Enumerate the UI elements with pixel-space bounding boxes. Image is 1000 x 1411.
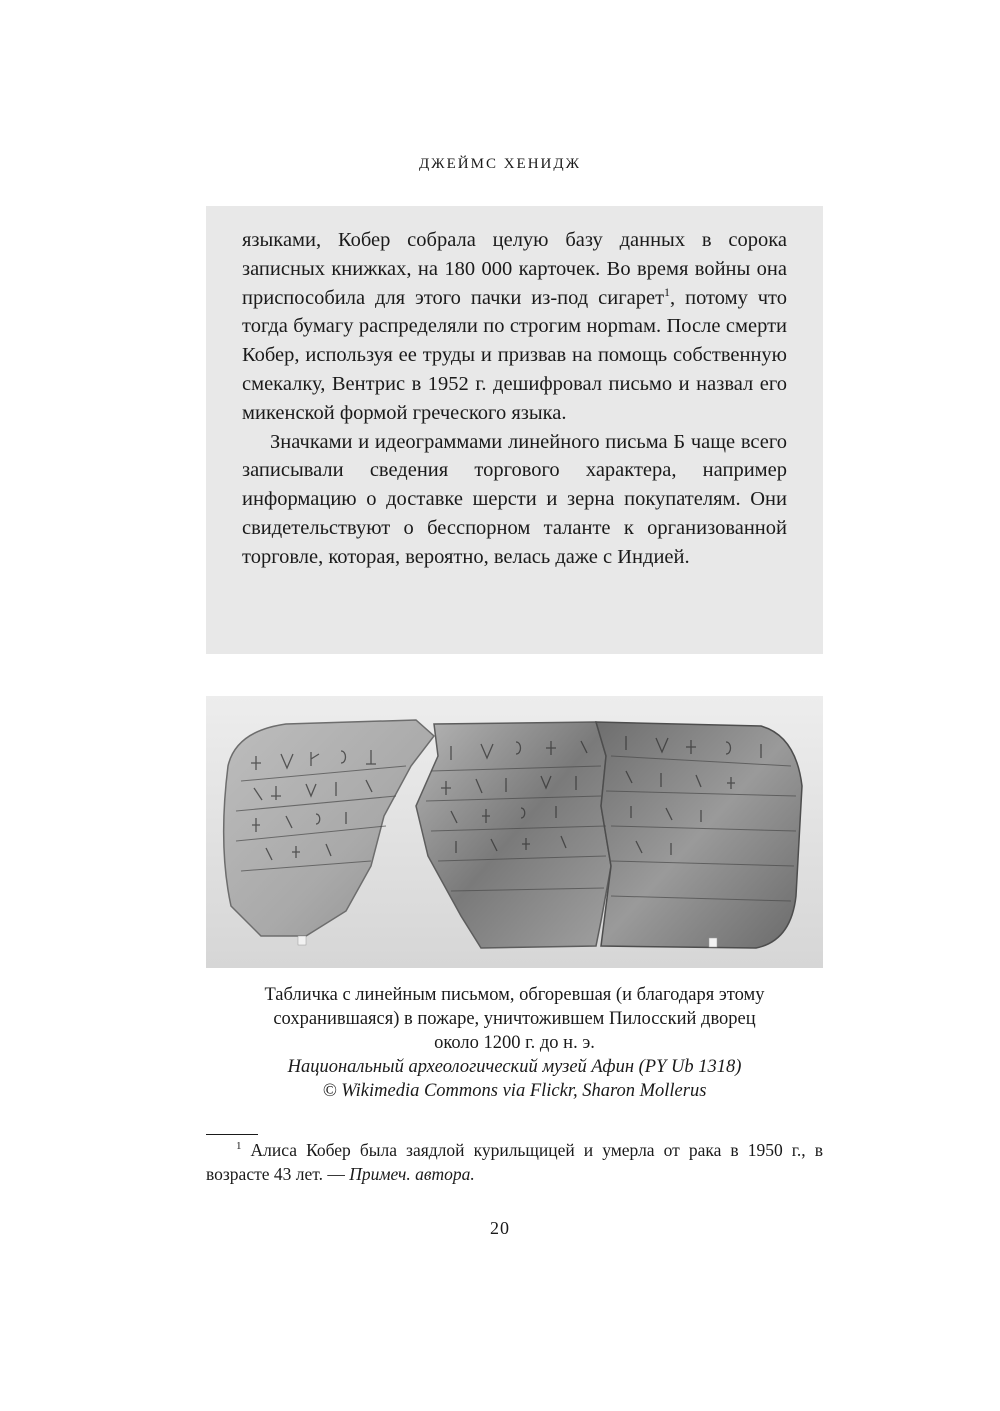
caption-line-1: Табличка с линейным письмом, обгоревшая (и благодаря этому bbox=[264, 985, 765, 1005]
sidebar-paragraph-1 bbox=[242, 226, 787, 428]
page-number: 20 bbox=[490, 1218, 510, 1238]
sidebar-paragraph-2: Значками и идеограммами линейного письма Б чаще всего записывали сведения торгового характера, например информацию о доставке шерсти и зерна покупателям. Они свидетельствуют о бесспорном таланте к организованной торговле, которая, вероятно, велась даже с Индией. bbox=[242, 430, 787, 568]
sidebar-box bbox=[206, 206, 823, 654]
footnote-reference[interactable]: 1 bbox=[664, 284, 671, 299]
linear-b-tablet-photo bbox=[206, 696, 823, 968]
footnote-text: Алиса Кобер была заядлой курильщицей и умерла от рака в 1950 г., в возрасте 43 лет. — bbox=[206, 1140, 823, 1184]
footnote-divider bbox=[206, 1134, 258, 1135]
running-head: ДЖЕЙМС ХЕНИДЖ bbox=[418, 156, 582, 172]
figure-caption bbox=[206, 983, 823, 1103]
caption-line-3: около 1200 г. до н. э. bbox=[434, 1033, 595, 1053]
caption-credit-1: Национальный археологический музей Афин (PY Ub 1318) bbox=[287, 1057, 742, 1077]
footnote-attribution: Примеч. автора. bbox=[349, 1164, 475, 1184]
caption-credit-2: © Wikimedia Commons via Flickr, Sharon Mollerus bbox=[322, 1081, 707, 1101]
sidebar-paragraph-1-text-b: , потому что тогда бумагу распределяли по строгим норmам. После смерти Кобер, используя ее труды и призвав на помощь собственную смекалку, Вентрис в 1952 г. дешифровал письмо и назвал его микенской формой греческого языка. bbox=[242, 286, 787, 424]
footnote-marker: 1 bbox=[236, 1140, 242, 1153]
sidebar-paragraph-1-text-a: языками, Кобер собрала целую базу данных в сорока записных книжках, на 180 000 карточек. Во время войны она приспособила для этого пачки из-под сигарет bbox=[242, 229, 787, 309]
caption-line-2: сохранившаяся) в пожаре, уничтожившем Пилосский дворец bbox=[273, 1009, 756, 1029]
footnote bbox=[206, 1138, 823, 1186]
